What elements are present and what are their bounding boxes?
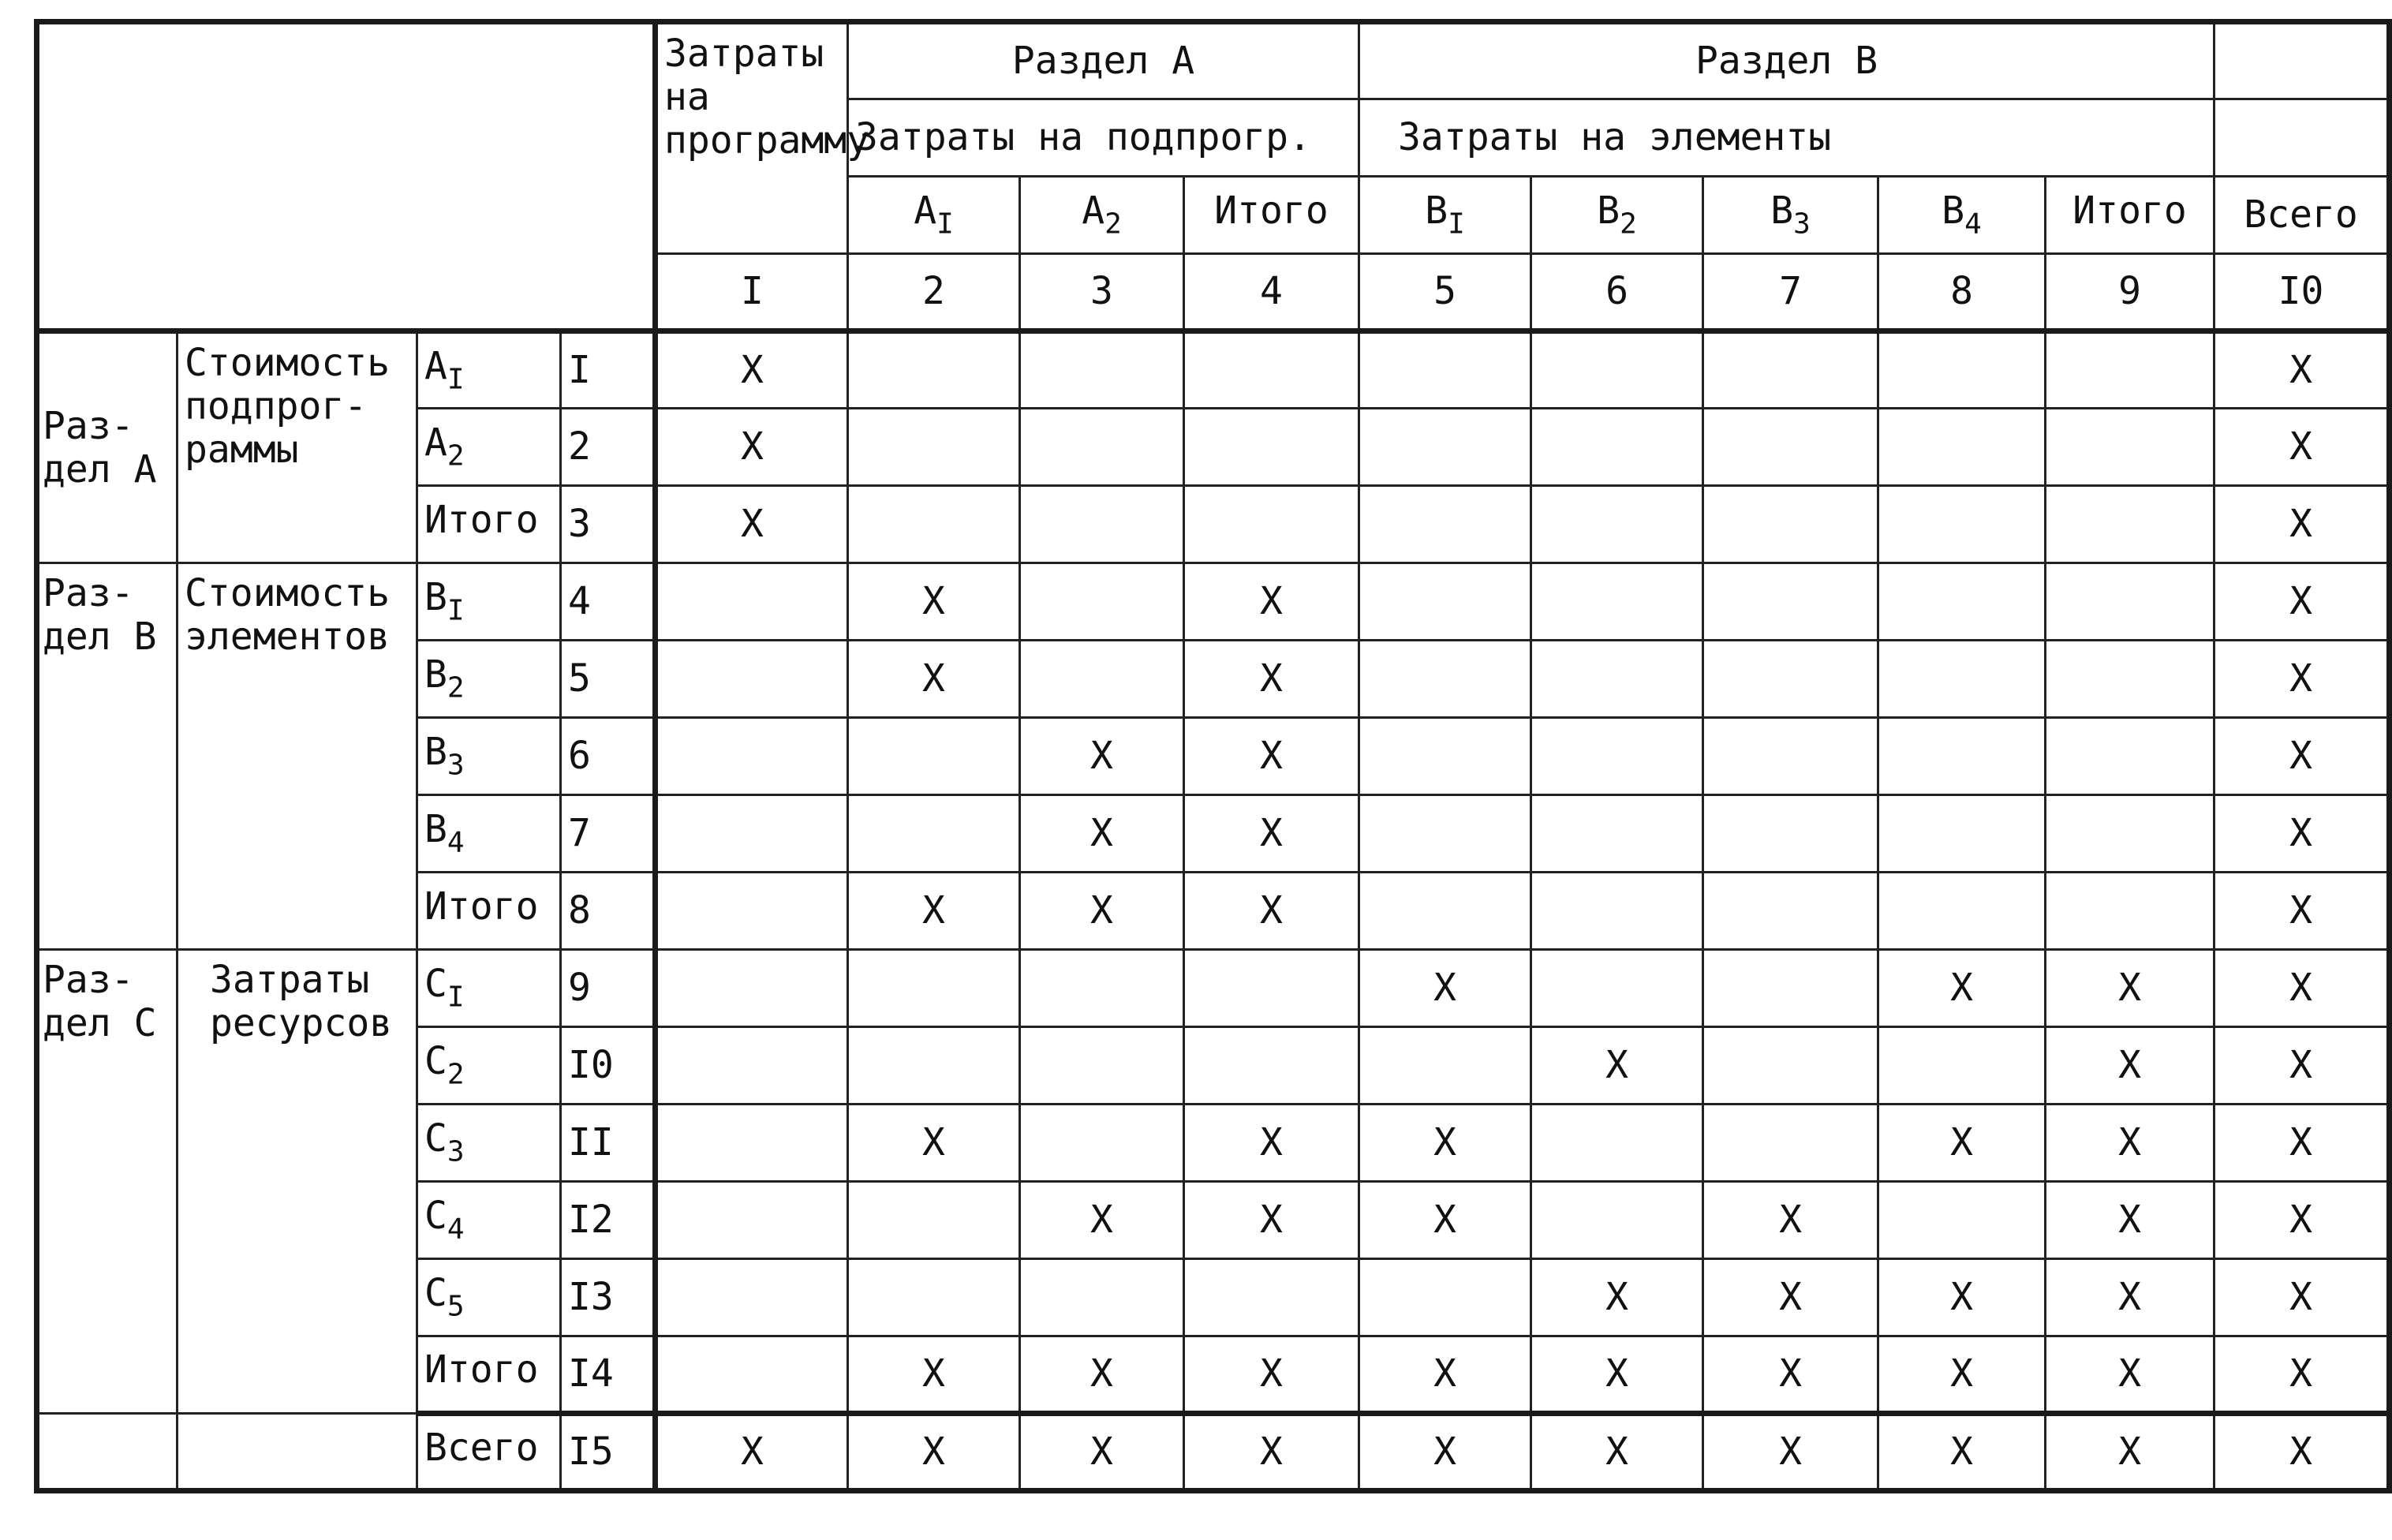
empty-cell [656,1182,848,1259]
x-mark-cell: X [2214,1336,2390,1414]
empty-cell [1184,950,1359,1027]
empty-cell [1878,331,2046,409]
x-mark-cell: X [1531,1336,1703,1414]
header-total-empty [2214,22,2390,99]
header-section-a: Раздел A [848,22,1359,99]
x-mark-cell: X [2214,1414,2390,1491]
x-mark-cell: X [1359,1414,1531,1491]
x-mark-cell: X [848,1105,1020,1182]
x-mark-cell: X [1878,1105,2046,1182]
x-mark-cell: X [2214,331,2390,409]
header-subcol: $A_2$ [1020,177,1184,254]
row-number: I0 [561,1027,656,1105]
x-mark-cell: X [2046,950,2214,1027]
x-mark-cell: X [1703,1182,1878,1259]
empty-cell [1020,563,1184,641]
row-label-subscript: 4 [447,826,465,859]
section-description-line: подпрог- [185,384,368,429]
row-label-base: A [424,344,447,388]
header-section-b-subtitle: Затраты на элементы [1359,99,2214,177]
column-number: 3 [1020,254,1184,331]
row-label-subscript: 2 [447,439,465,473]
x-mark-cell: X [848,1414,1020,1491]
header-subcol: $B_4$ [1878,177,2046,254]
row-label-base: B [424,807,447,851]
x-mark-cell: X [1531,1414,1703,1491]
row-label [417,1182,561,1259]
row-label-base: C [424,1039,447,1083]
section-name [37,563,178,950]
row-number: 3 [561,486,656,563]
x-mark-cell: X [1359,1182,1531,1259]
header-corner-empty [37,22,656,331]
row-label-subscript: I [447,363,465,396]
empty-cell [656,873,848,950]
row-number: I5 [561,1414,656,1491]
row-label [417,1259,561,1336]
row-number: I [561,331,656,409]
empty-cell [1878,641,2046,718]
header-subcol: $B_3$ [1703,177,1878,254]
row-label [417,563,561,641]
column-number: I [656,254,848,331]
empty-cell [1020,486,1184,563]
header-total-title: Всего [2214,177,2390,254]
row-number: 2 [561,409,656,486]
empty-cell [1359,409,1531,486]
row-label [417,1027,561,1105]
section-description [178,563,417,950]
x-mark-cell: X [1184,1414,1359,1491]
empty-cell [1878,1182,2046,1259]
x-mark-cell: X [848,873,1020,950]
x-mark-cell: X [1359,1105,1531,1182]
empty-cell [1531,409,1703,486]
empty-cell [1020,641,1184,718]
section-description-line: ресурсов [210,1001,393,1046]
header-section-a-subtitle: Затраты на подпрогр. [848,99,1359,177]
row-number: I2 [561,1182,656,1259]
empty-cell [1359,1259,1531,1336]
x-mark-cell: X [2214,1027,2390,1105]
x-mark-cell: X [2214,718,2390,795]
row-label-subscript: 5 [447,1290,465,1323]
x-mark-cell: X [1184,1182,1359,1259]
empty-cell [1020,331,1184,409]
empty-cell [848,486,1020,563]
empty-cell [1359,563,1531,641]
empty-cell [178,1414,417,1491]
x-mark-cell: X [656,1414,848,1491]
empty-cell [656,1105,848,1182]
empty-cell [1531,795,1703,873]
matrix-body [37,331,2390,1491]
column-number: I0 [2214,254,2390,331]
x-mark-cell: X [2214,641,2390,718]
section-name-line: Раз- [43,958,134,1002]
section-description [178,331,417,563]
empty-cell [2046,873,2214,950]
header-subcol: $B_2$ [1531,177,1703,254]
x-mark-cell: X [1703,1259,1878,1336]
empty-cell [1531,1105,1703,1182]
empty-cell [1359,1027,1531,1105]
empty-cell [656,1027,848,1105]
row-label [417,331,561,409]
row-label [417,950,561,1027]
row-label [417,486,561,563]
section-name-line: дел C [43,1001,157,1046]
empty-cell [1020,950,1184,1027]
x-mark-cell: X [1703,1336,1878,1414]
row-label-subscript: I [447,594,465,627]
empty-cell [37,1414,178,1491]
empty-cell [2046,641,2214,718]
column-number: 4 [1184,254,1359,331]
empty-cell [848,950,1020,1027]
empty-cell [2046,331,2214,409]
column-number: 8 [1878,254,2046,331]
empty-cell [1703,486,1878,563]
empty-cell [1531,331,1703,409]
x-mark-cell: X [1878,950,2046,1027]
section-name-line: Раз- [43,404,134,448]
empty-cell [2046,718,2214,795]
x-mark-cell: X [1531,1259,1703,1336]
empty-cell [656,1259,848,1336]
row-number: 5 [561,641,656,718]
section-description-line: Стоимость [185,341,391,385]
x-mark-cell: X [2046,1182,2214,1259]
column-number: 6 [1531,254,1703,331]
header-subcol: $A_I$ [848,177,1020,254]
empty-cell [848,1182,1020,1259]
x-mark-cell: X [1184,641,1359,718]
x-mark-cell: X [1020,795,1184,873]
x-mark-cell: X [2214,950,2390,1027]
x-mark-cell: X [848,641,1020,718]
row-number: 6 [561,718,656,795]
empty-cell [1703,795,1878,873]
x-mark-cell: X [2214,1105,2390,1182]
empty-cell [1184,409,1359,486]
empty-cell [1531,718,1703,795]
empty-cell [656,718,848,795]
empty-cell [1359,331,1531,409]
table-row [37,1414,2390,1491]
empty-cell [1703,409,1878,486]
empty-cell [656,563,848,641]
section-name-line: дел A [43,447,157,492]
section-description-line: элементов [185,615,391,660]
empty-cell [2046,486,2214,563]
section-name [37,331,178,563]
row-label [417,718,561,795]
empty-cell [656,1336,848,1414]
empty-cell [1184,331,1359,409]
empty-cell [1020,409,1184,486]
table-row [37,563,2390,641]
empty-cell [2046,563,2214,641]
x-mark-cell: X [2046,1027,2214,1105]
empty-cell [1020,1105,1184,1182]
table-row [37,950,2390,1027]
empty-cell [1020,1027,1184,1105]
row-label-base: C [424,1271,447,1315]
empty-cell [1878,563,2046,641]
x-mark-cell: X [1703,1414,1878,1491]
row-number: 8 [561,873,656,950]
empty-cell [1531,1182,1703,1259]
column-number: 5 [1359,254,1531,331]
row-label-base: B [424,730,447,774]
x-mark-cell: X [2046,1259,2214,1336]
row-label [417,873,561,950]
empty-cell [656,950,848,1027]
x-mark-cell: X [1020,718,1184,795]
x-mark-cell: X [2214,873,2390,950]
table-row [37,331,2390,409]
header-section-b: Раздел B [1359,22,2214,99]
x-mark-cell: X [2214,409,2390,486]
x-mark-cell: X [2046,1105,2214,1182]
row-label-base: B [424,652,447,697]
empty-cell [1878,795,2046,873]
x-mark-cell: X [1184,873,1359,950]
row-number: I3 [561,1259,656,1336]
empty-cell [1703,950,1878,1027]
row-label [417,409,561,486]
row-label-base: C [424,962,447,1006]
empty-cell [656,795,848,873]
empty-cell [1531,873,1703,950]
empty-cell [2046,409,2214,486]
row-number: 7 [561,795,656,873]
x-mark-cell: X [1878,1336,2046,1414]
section-description [178,950,417,1414]
x-mark-cell: X [848,563,1020,641]
empty-cell [1703,1105,1878,1182]
empty-cell [848,1027,1020,1105]
empty-cell [1184,1259,1359,1336]
row-label-base: Итого [424,884,539,929]
matrix-table [34,19,2392,1493]
row-label-subscript: 3 [447,1135,465,1168]
column-number: 9 [2046,254,2214,331]
x-mark-cell: X [2214,1259,2390,1336]
row-number: II [561,1105,656,1182]
empty-cell [1878,486,2046,563]
section-name [37,950,178,1414]
row-label [417,641,561,718]
x-mark-cell: X [1184,563,1359,641]
empty-cell [1703,641,1878,718]
empty-cell [1878,873,2046,950]
empty-cell [1359,873,1531,950]
empty-cell [848,718,1020,795]
empty-cell [1359,718,1531,795]
empty-cell [2046,795,2214,873]
x-mark-cell: X [1878,1414,2046,1491]
header-program-cost: Затраты на программу [656,22,848,254]
x-mark-cell: X [1184,795,1359,873]
row-label [417,1105,561,1182]
header-subcol: Итого [1184,177,1359,254]
column-number: 2 [848,254,1020,331]
row-number: 9 [561,950,656,1027]
row-number: I4 [561,1336,656,1414]
empty-cell [1703,563,1878,641]
row-label-subscript: 2 [447,1058,465,1091]
row-label [417,795,561,873]
empty-cell [1531,563,1703,641]
empty-cell [1184,1027,1359,1105]
section-description-line: раммы [185,428,299,473]
x-mark-cell: X [1020,873,1184,950]
row-label-base: Всего [424,1426,539,1470]
row-label-base: C [424,1194,447,1238]
empty-cell [1531,641,1703,718]
x-mark-cell: X [2214,795,2390,873]
x-mark-cell: X [2214,486,2390,563]
row-label-base: B [424,575,447,619]
empty-cell [1359,795,1531,873]
x-mark-cell: X [656,409,848,486]
empty-cell [1878,1027,2046,1105]
empty-cell [1703,331,1878,409]
x-mark-cell: X [1020,1414,1184,1491]
x-mark-cell: X [1878,1259,2046,1336]
x-mark-cell: X [848,1336,1020,1414]
empty-cell [1020,1259,1184,1336]
row-label-subscript: I [447,981,465,1014]
row-label [417,1414,561,1491]
empty-cell [1703,718,1878,795]
x-mark-cell: X [1184,1336,1359,1414]
empty-cell [1703,1027,1878,1105]
x-mark-cell: X [2046,1336,2214,1414]
empty-cell [848,1259,1020,1336]
column-number: 7 [1703,254,1878,331]
empty-cell [1184,486,1359,563]
section-name-line: дел B [43,615,157,660]
empty-cell [848,409,1020,486]
row-label-base: Итого [424,498,539,542]
x-mark-cell: X [1020,1336,1184,1414]
x-mark-cell: X [1531,1027,1703,1105]
empty-cell [1531,486,1703,563]
row-label [417,1336,561,1414]
x-mark-cell: X [2214,1182,2390,1259]
row-label-base: C [424,1116,447,1161]
row-label-base: A [424,421,447,465]
empty-cell [848,795,1020,873]
empty-cell [656,641,848,718]
empty-cell [1359,641,1531,718]
section-description-line: Затраты [210,958,370,1002]
section-description-line: Стоимость [185,571,391,615]
row-number: 4 [561,563,656,641]
header-subcol: $B_I$ [1359,177,1531,254]
row-label-subscript: 3 [447,749,465,782]
x-mark-cell: X [656,486,848,563]
x-mark-cell: X [1184,1105,1359,1182]
empty-cell [1531,950,1703,1027]
row-label-subscript: 4 [447,1213,465,1246]
row-label-base: Итого [424,1348,539,1392]
empty-cell [1359,486,1531,563]
header-subcol: Итого [2046,177,2214,254]
x-mark-cell: X [2214,563,2390,641]
x-mark-cell: X [656,331,848,409]
x-mark-cell: X [1020,1182,1184,1259]
x-mark-cell: X [2046,1414,2214,1491]
empty-cell [1878,409,2046,486]
x-mark-cell: X [1184,718,1359,795]
empty-cell [848,331,1020,409]
section-name-line: Раз- [43,571,134,615]
row-label-subscript: 2 [447,671,465,705]
x-mark-cell: X [1359,1336,1531,1414]
empty-cell [1878,718,2046,795]
header-total-empty-2 [2214,99,2390,177]
empty-cell [1703,873,1878,950]
x-mark-cell: X [1359,950,1531,1027]
